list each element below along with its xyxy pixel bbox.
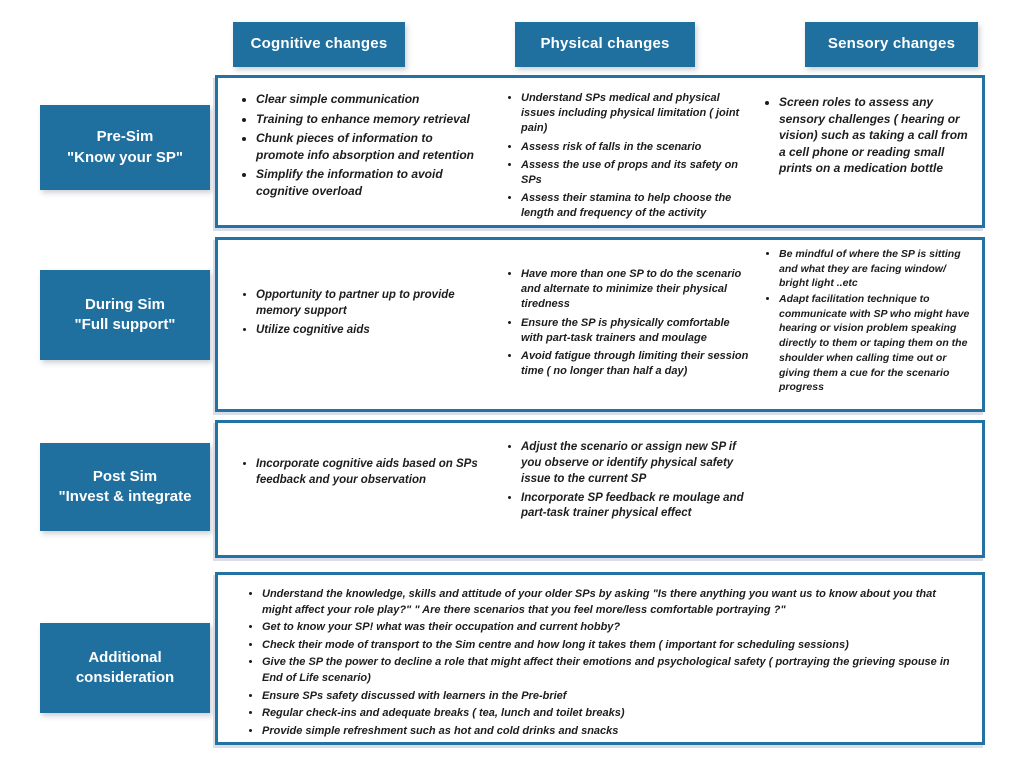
row-label-pre-sim <box>40 105 210 190</box>
pre-sim-sensory-cell <box>755 78 982 225</box>
bullet-list <box>503 440 751 522</box>
bullet-list <box>244 587 964 739</box>
bullet-item: • Understand the knowledge, skills and attitude of your older SPs by asking "Is there anything you want us to know about you that might affect your role play?" " Are there scenarios that you feel more/less comfortable portraying ?" <box>262 587 964 618</box>
row-label-additional-line2: consideration <box>75 669 175 686</box>
bullet-item: • Adjust the scenario or assign new SP if you observe or identify physical safety issue to the current SP <box>521 440 751 488</box>
bullet-item: • Simplify the information to avoid cognitive overload <box>256 166 481 199</box>
bullet-item: • Avoid fatigue through limiting their session time ( no longer than half a day) <box>521 349 751 379</box>
column-header-cognitive <box>233 22 405 67</box>
row-label-additional-line1: Additional <box>88 648 162 666</box>
bullet-item: • Assess their stamina to help choose the length and frequency of the activity <box>521 191 751 221</box>
content-box-during-sim <box>215 237 985 412</box>
bullet-item: • Have more than one SP to do the scenario and alternate to minimize their physical tiredness <box>521 267 751 313</box>
bullet-item: • Check their mode of transport to the Sim centre and how long it takes them ( important for scheduling sessions) <box>262 638 964 654</box>
bullet-list <box>503 91 751 221</box>
post-sim-cognitive-cell <box>218 423 495 555</box>
column-header-sensory <box>805 22 978 67</box>
bullet-item: • Get to know your SP! what was their occupation and current hobby? <box>262 620 964 636</box>
column-header-cognitive-label: Cognitive changes <box>250 35 388 53</box>
bullet-item: • Understand SPs medical and physical issues including physical limitation ( joint pain) <box>521 91 751 137</box>
bullet-item: • Incorporate SP feedback re moulage and part-task trainer physical effect <box>521 491 751 523</box>
bullet-item: • Assess the use of props and its safety on SPs <box>521 158 751 188</box>
bullet-item: • Adapt facilitation technique to communicate with SP who might have hearing or vision problem speaking directly to them or taping them on the shoulder when calling time out or giving them a cue for the scenario progress <box>779 292 976 395</box>
during-sim-physical-cell <box>495 240 755 409</box>
bullet-item: • Screen roles to assess any sensory challenges ( hearing or vision) such as taking a call from a cell phone or reading small prints on a medication bottle <box>779 94 974 177</box>
row-label-post-sim <box>40 443 210 531</box>
bullet-list <box>238 457 481 489</box>
bullet-item: • Ensure SPs safety discussed with learners in the Pre-brief <box>262 689 964 705</box>
bullet-item: • Ensure the SP is physically comfortable with part-task trainers and moulage <box>521 316 751 346</box>
bullet-item: • Incorporate cognitive aids based on SPs feedback and your observation <box>256 457 481 489</box>
bullet-item: • Assess risk of falls in the scenario <box>521 140 751 155</box>
row-label-during-sim-line1: During Sim <box>84 295 165 313</box>
during-sim-cognitive-cell <box>218 240 495 409</box>
column-header-physical <box>515 22 695 67</box>
column-header-sensory-label: Sensory changes <box>827 35 956 53</box>
row-label-post-sim-line1: Post Sim <box>92 467 158 485</box>
bullet-list <box>238 288 481 339</box>
bullet-item: • Provide simple refreshment such as hot and cold drinks and snacks <box>262 724 964 740</box>
row-label-pre-sim-line2: "Know your SP" <box>67 148 183 166</box>
bullet-item: • Regular check-ins and adequate breaks ( tea, lunch and toilet breaks) <box>262 706 964 722</box>
row-label-pre-sim-line1: Pre-Sim <box>96 128 154 146</box>
row-label-during-sim-line2: "Full support" <box>74 316 176 333</box>
content-box-pre-sim <box>215 75 985 228</box>
bullet-list <box>238 91 481 199</box>
bullet-list <box>761 94 974 177</box>
content-box-post-sim <box>215 420 985 558</box>
bullet-list <box>761 247 976 395</box>
bullet-item: • Chunk pieces of information to promote info absorption and retention <box>256 130 481 163</box>
row-label-post-sim-line2: "Invest & integrate <box>58 488 192 505</box>
post-sim-sensory-cell <box>755 423 982 555</box>
during-sim-sensory-cell <box>755 240 982 409</box>
pre-sim-cognitive-cell <box>218 78 495 225</box>
content-box-additional-consideration <box>215 572 985 745</box>
bullet-item: • Give the SP the power to decline a role that might affect their emotions and psychological safety ( portraying the grieving spouse in End of Life scenario) <box>262 655 964 686</box>
bullet-item: • Be mindful of where the SP is sitting and what they are facing window/ bright light ..etc <box>779 247 976 291</box>
bullet-item: • Utilize cognitive aids <box>256 323 481 339</box>
bullet-item: • Clear simple communication <box>256 91 481 108</box>
row-label-additional-consideration <box>40 623 210 713</box>
bullet-list <box>503 267 751 379</box>
pre-sim-physical-cell <box>495 78 755 225</box>
row-label-during-sim <box>40 270 210 360</box>
bullet-item: • Training to enhance memory retrieval <box>256 111 481 128</box>
post-sim-physical-cell <box>495 423 755 555</box>
column-header-physical-label: Physical changes <box>540 35 670 53</box>
bullet-item: • Opportunity to partner up to provide memory support <box>256 288 481 320</box>
